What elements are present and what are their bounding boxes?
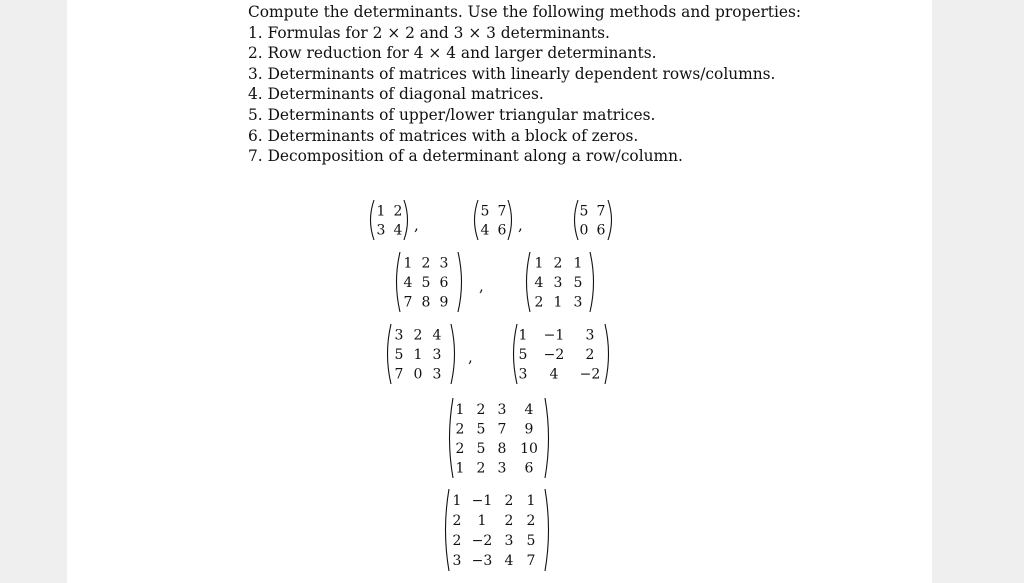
matrix-entry: 7 (526, 553, 536, 569)
matrix-entry: 1 (518, 327, 528, 344)
matrix-entry: −1 (543, 327, 565, 344)
matrix-3x3-a (394, 251, 464, 313)
separator-comma: , (518, 216, 523, 234)
left-paren (450, 398, 454, 478)
method-item: 4. Determinants of diagonal matrices. (248, 85, 544, 104)
left-paren (397, 252, 401, 312)
matrix-entry: 4 (403, 275, 413, 291)
matrix-entry: 6 (497, 222, 507, 239)
separator-comma: , (468, 348, 473, 366)
matrix-entry: 7 (596, 203, 606, 220)
left-paren (575, 200, 579, 240)
matrix-entry: 4 (432, 327, 442, 344)
method-item: 6. Determinants of matrices with a block of zeros. (248, 126, 639, 145)
matrix-entry: 3 (394, 327, 404, 344)
matrix-entry: 4 (534, 275, 544, 291)
right-paren (605, 324, 609, 384)
matrix-entry: 2 (455, 421, 465, 438)
matrix-entry: 5 (480, 203, 490, 220)
matrix-entry: 1 (573, 255, 583, 272)
matrix-4x4-a (447, 397, 551, 479)
left-paren (388, 324, 392, 384)
method-item: 7. Decomposition of a determinant along a row/column. (248, 147, 683, 166)
matrix-entry: 8 (497, 440, 507, 457)
matrix-entry: 7 (403, 294, 413, 311)
matrix-entry: 3 (518, 366, 528, 383)
matrix-4x4-b (443, 488, 551, 572)
matrix-entry: 5 (526, 533, 536, 549)
matrix-entry: 5 (394, 347, 404, 363)
left-paren (475, 200, 479, 240)
matrix-entry: 2 (553, 255, 563, 272)
left-paren (446, 489, 450, 571)
matrix-entry: 2 (393, 203, 403, 220)
separator-comma: , (479, 277, 484, 295)
matrix-entry: 4 (549, 366, 559, 383)
matrix-3x3-b (524, 251, 596, 313)
matrix-entry: 3 (573, 294, 583, 311)
matrix-entry: 6 (596, 222, 606, 239)
right-paren (590, 252, 594, 312)
matrix-entry: 2 (504, 513, 514, 529)
right-paren (458, 252, 462, 312)
matrix-entry: 10 (520, 440, 538, 457)
matrix-entry: 3 (439, 255, 449, 272)
matrix-3x3-d (511, 323, 611, 385)
matrix-entry: 3 (585, 327, 595, 344)
matrix-entry: −2 (579, 366, 601, 383)
right-paren (545, 489, 549, 571)
matrix-entry: 5 (476, 421, 486, 438)
matrix-2x2-c (572, 199, 614, 241)
right-paren (451, 324, 455, 384)
matrix-entry: 1 (455, 460, 465, 477)
right-paren (545, 398, 549, 478)
matrix-entry: 3 (497, 401, 507, 418)
matrix-entry: 6 (439, 275, 449, 291)
matrix-entry: 2 (452, 513, 462, 529)
matrix-entry: 1 (526, 493, 536, 509)
matrix-entry: 9 (439, 294, 449, 311)
matrix-entry: 2 (421, 255, 431, 272)
matrix-entry: 8 (421, 294, 431, 311)
method-item: 2. Row reduction for 4 × 4 and larger determinants. (248, 44, 657, 63)
matrix-3x3-c (385, 323, 457, 385)
matrix-entry: 1 (534, 255, 544, 272)
matrix-entry: 2 (455, 440, 465, 457)
matrix-entry: 4 (393, 222, 403, 239)
matrix-entry: 1 (455, 401, 465, 418)
matrix-2x2-a (368, 199, 410, 241)
matrix-entry: 5 (476, 440, 486, 457)
matrix-entry: 2 (504, 493, 514, 509)
matrix-entry: 4 (504, 553, 514, 569)
matrix-entry: 4 (524, 401, 534, 418)
left-paren (514, 324, 518, 384)
matrix-entry: 2 (476, 460, 486, 477)
matrix-entry: 3 (553, 275, 563, 291)
instructions (248, 2, 801, 167)
matrix-entry: 0 (579, 222, 589, 239)
matrix-entry: 2 (585, 347, 595, 363)
matrix-entry: 0 (413, 366, 423, 383)
matrix-entry: 5 (518, 347, 528, 363)
method-item: 1. Formulas for 2 × 2 and 3 × 3 determinants. (248, 23, 610, 42)
matrix-entry: 3 (432, 347, 442, 363)
matrix-entry: 6 (524, 460, 534, 477)
matrix-entry: 1 (553, 294, 563, 311)
right-paren (404, 200, 408, 240)
matrix-entry: 1 (376, 203, 386, 220)
matrix-entry: 1 (452, 493, 462, 509)
matrix-entry: 4 (480, 222, 490, 239)
matrix-entry: 9 (524, 421, 534, 438)
matrix-entry: 2 (526, 513, 536, 529)
matrix-entry: 1 (403, 255, 413, 272)
matrix-entry: 3 (432, 366, 442, 383)
matrix-entry: 5 (579, 203, 589, 220)
right-paren (508, 200, 512, 240)
matrix-entry: 1 (477, 513, 487, 529)
matrix-entry: 3 (497, 460, 507, 477)
matrix-entry: 7 (394, 366, 404, 383)
matrix-entry: 5 (573, 275, 583, 291)
left-paren (371, 200, 375, 240)
left-paren (527, 252, 531, 312)
matrix-entry: −1 (471, 493, 493, 509)
matrix-entry: 7 (497, 421, 507, 438)
matrix-entry: 3 (376, 222, 386, 239)
separator-comma: , (414, 216, 419, 234)
matrix-2x2-b (472, 199, 514, 241)
matrix-entry: 7 (497, 203, 507, 220)
matrix-entry: 2 (534, 294, 544, 311)
matrix-entry: 3 (452, 553, 462, 569)
matrix-entry: −2 (543, 347, 565, 363)
right-paren (608, 200, 612, 240)
matrix-entry: 3 (504, 533, 514, 549)
matrix-entry: 5 (421, 275, 431, 291)
matrix-entry: 2 (452, 533, 462, 549)
method-item: 3. Determinants of matrices with linearly dependent rows/columns. (248, 64, 776, 83)
matrix-entry: 1 (413, 347, 423, 363)
instructions-heading: Compute the determinants. Use the following methods and properties: (248, 3, 802, 21)
method-item: 5. Determinants of upper/lower triangular matrices. (248, 105, 656, 124)
matrix-entry: 2 (476, 401, 486, 418)
matrix-entry: 2 (413, 327, 423, 344)
matrix-entry: −3 (471, 553, 493, 569)
matrix-entry: −2 (471, 533, 493, 549)
